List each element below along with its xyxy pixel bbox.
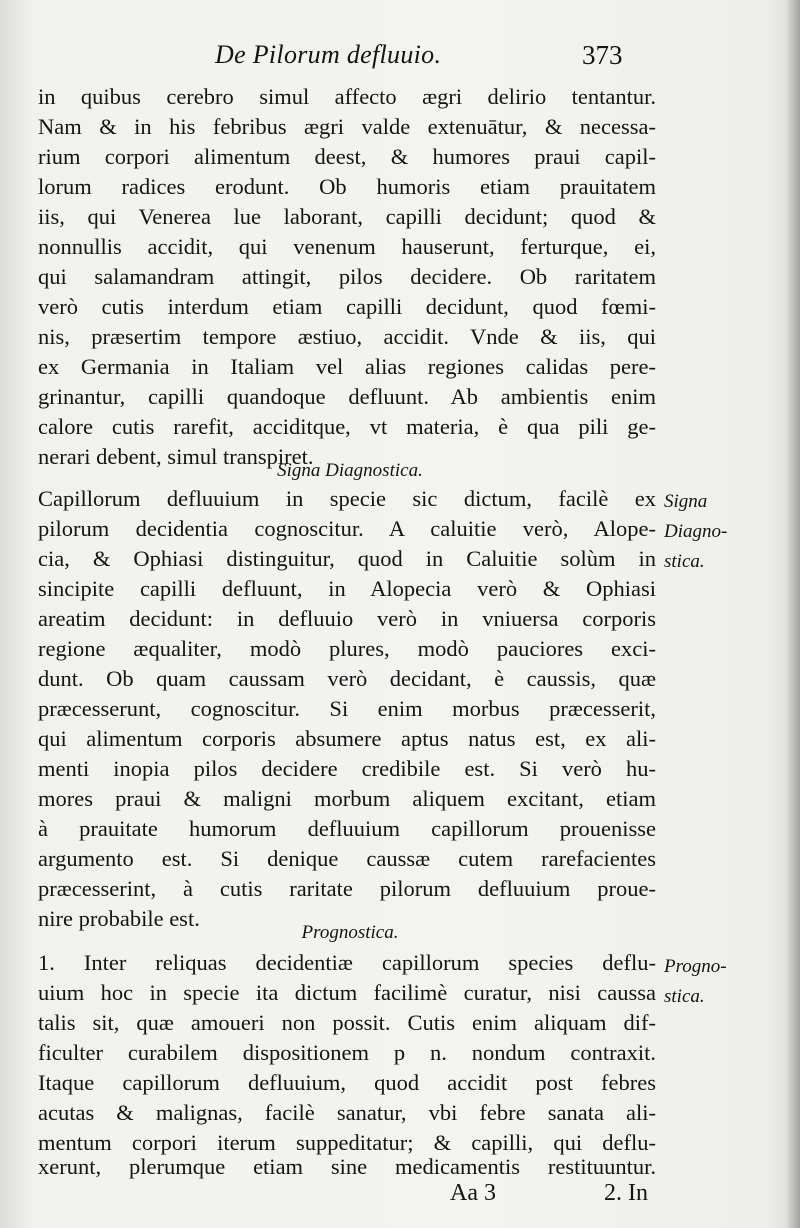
- text-line: nis, præsertim tempore æstiuo, accidit. Vnde & iis, qui: [38, 324, 656, 349]
- text-line: in quibus cerebro simul affecto ægri delirio tentantur.: [38, 84, 656, 109]
- text-line: regione æqualiter, modò plures, modò pauciores exci-: [38, 636, 656, 661]
- text-line: Nam & in his febribus ægri valde extenuātur, & necessa-: [38, 114, 656, 139]
- text-line: nerari debent, simul transpiret.: [38, 444, 314, 469]
- catchword: 2. In: [604, 1180, 648, 1206]
- section-heading-prognostica: Prognostica.: [301, 922, 399, 943]
- margin-note-line: stica.: [664, 551, 705, 572]
- text-line: menti inopia pilos decidere credibile est. Si verò hu-: [38, 756, 656, 781]
- text-line: acutas & malignas, facilè sanatur, vbi febre sanata ali-: [38, 1100, 656, 1125]
- text-line: calore cutis rarefit, acciditque, vt materia, è qua pili ge-: [38, 414, 656, 439]
- text-line: 1. Inter reliquas decidentiæ capillorum species deflu-: [38, 950, 656, 975]
- text-line: ficulter curabilem dispositionem p n. nondum contraxit.: [38, 1040, 656, 1065]
- text-line: iis, qui Venerea lue laborant, capilli decidunt; quod &: [38, 204, 656, 229]
- text-line: rium corpori alimentum deest, & humores praui capil-: [38, 144, 656, 169]
- text-line: nonnullis accidit, qui venenum hauserunt, ferturque, ei,: [38, 234, 656, 259]
- text-line: sincipite capilli defluunt, in Alopecia verò & Ophiasi: [38, 576, 656, 601]
- text-line: ex Germania in Italiam vel alias regiones calidas pere-: [38, 354, 656, 379]
- text-line: verò cutis interdum etiam capilli decidunt, quod fœmi-: [38, 294, 656, 319]
- margin-note-prognostica: [664, 952, 784, 1012]
- text-line: Capillorum defluuium in specie sic dictum, facilè ex: [38, 486, 656, 511]
- margin-note-signa: [664, 487, 784, 577]
- margin-note-line: stica.: [664, 986, 705, 1007]
- text-line: grinantur, capilli quandoque defluunt. Ab ambientis enim: [38, 384, 656, 409]
- signature-mark: Aa 3: [450, 1180, 496, 1206]
- text-line: uium hoc in specie ita dictum facilimè curatur, nisi caussa: [38, 980, 656, 1005]
- margin-note-line: Signa: [664, 491, 708, 512]
- text-line: lorum radices erodunt. Ob humoris etiam prauitatem: [38, 174, 656, 199]
- text-line: Itaque capillorum defluuium, quod accidit post febres: [38, 1070, 656, 1095]
- text-line: pilorum decidentia cognoscitur. A caluitie verò, Alope-: [38, 516, 656, 541]
- page-edge-shadow: [786, 0, 800, 1228]
- text-line: argumento est. Si denique caussæ cutem rarefacientes: [38, 846, 656, 871]
- text-line: mentum corpori iterum suppeditatur; & capilli, qui deflu-: [38, 1130, 656, 1155]
- text-line: præcesserunt, cognoscitur. Si enim morbus præcesserit,: [38, 696, 656, 721]
- text-line: xerunt, plerumque etiam sine medicamentis restituuntur.: [38, 1154, 656, 1179]
- text-line: dunt. Ob quam caussam verò decidant, è caussis, quæ: [38, 666, 656, 691]
- text-line: talis sit, quæ amoueri non possit. Cutis enim aliquam dif-: [38, 1010, 656, 1035]
- running-title: De Pilorum defluuio.: [215, 40, 442, 69]
- text-line: nire probabile est.: [38, 906, 200, 931]
- margin-note-line: Progno-: [664, 956, 727, 977]
- page-number: 373: [582, 40, 623, 70]
- text-line: qui alimentum corporis absumere aptus natus est, ex ali-: [38, 726, 656, 751]
- text-line: præcesserint, à cutis raritate pilorum defluuium proue-: [38, 876, 656, 901]
- text-line: areatim decidunt: in defluuio verò in vniuersa corporis: [38, 606, 656, 631]
- section-heading-signa: Signa Diagnostica.: [277, 460, 423, 481]
- text-line: qui salamandram attingit, pilos decidere. Ob raritatem: [38, 264, 656, 289]
- text-line: à prauitate humorum defluuium capillorum prouenisse: [38, 816, 656, 841]
- text-line: mores praui & maligni morbum aliquem excitant, etiam: [38, 786, 656, 811]
- text-line: cia, & Ophiasi distinguitur, quod in Caluitie solùm in: [38, 546, 656, 571]
- margin-note-line: Diagno-: [664, 521, 728, 542]
- page-header: [0, 40, 800, 76]
